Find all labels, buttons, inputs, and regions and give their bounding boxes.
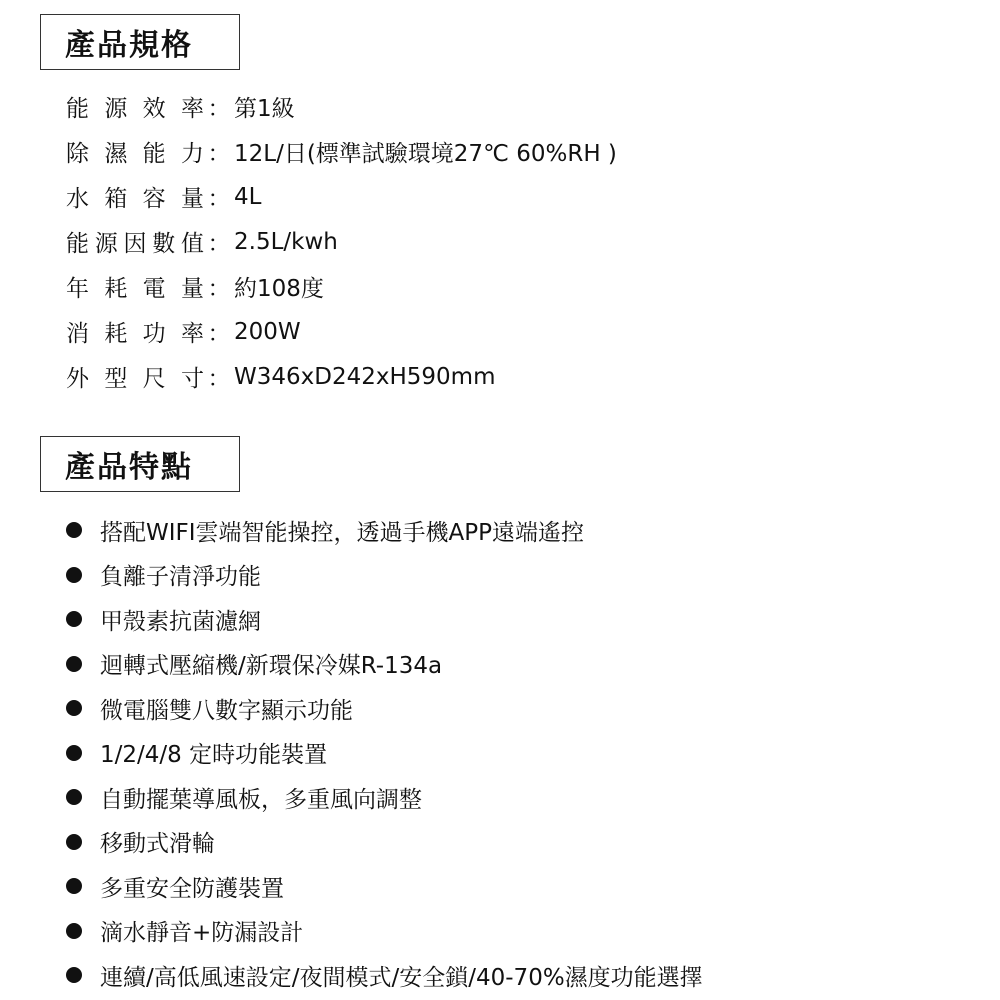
feature-item xyxy=(66,686,703,731)
spec-label: 除濕能力 xyxy=(66,141,204,167)
feature-text: 微電腦雙八數字顯示功能 xyxy=(100,697,353,724)
specs-section-title: 產品規格 xyxy=(40,14,240,70)
spec-label: 能源因數值 xyxy=(66,231,204,257)
spec-colon: ： xyxy=(207,276,231,302)
spec-row xyxy=(66,219,617,264)
feature-text: 甲殼素抗菌濾網 xyxy=(100,608,261,635)
spec-label: 年耗電量 xyxy=(66,276,204,302)
spec-row xyxy=(66,84,617,129)
bullet-icon xyxy=(66,700,82,716)
spec-value: 第1級 xyxy=(234,96,295,122)
bullet-icon xyxy=(66,611,82,627)
feature-item xyxy=(66,864,703,909)
feature-item xyxy=(66,508,703,553)
spec-value: 200W xyxy=(234,318,301,345)
spec-row xyxy=(66,129,617,174)
spec-colon: ： xyxy=(207,366,231,392)
spec-row xyxy=(66,309,617,354)
feature-item xyxy=(66,553,703,598)
bullet-icon xyxy=(66,923,82,939)
specs-list xyxy=(66,84,617,399)
feature-text: 移動式滑輪 xyxy=(100,831,215,858)
feature-text: 滴水靜音+防漏設計 xyxy=(100,920,304,947)
bullet-icon xyxy=(66,656,82,672)
spec-row xyxy=(66,354,617,399)
spec-label: 消耗功率 xyxy=(66,321,204,347)
feature-item xyxy=(66,731,703,776)
feature-text: 1/2/4/8 定時功能裝置 xyxy=(100,742,328,769)
spec-value: W346xD242xH590mm xyxy=(234,363,496,390)
spec-value: 12L/日(標準試驗環境27℃ 60%RH ) xyxy=(234,141,617,167)
feature-item xyxy=(66,642,703,687)
feature-item xyxy=(66,597,703,642)
bullet-icon xyxy=(66,567,82,583)
spec-label: 能源效率 xyxy=(66,96,204,122)
spec-label: 水箱容量 xyxy=(66,186,204,212)
spec-colon: ： xyxy=(207,141,231,167)
bullet-icon xyxy=(66,522,82,538)
feature-item xyxy=(66,909,703,954)
feature-item xyxy=(66,953,703,998)
bullet-icon xyxy=(66,967,82,983)
bullet-icon xyxy=(66,834,82,850)
feature-text: 迴轉式壓縮機/新環保冷媒R-134a xyxy=(100,653,443,680)
spec-value: 4L xyxy=(234,183,262,210)
feature-item xyxy=(66,775,703,820)
feature-item xyxy=(66,820,703,865)
feature-text: 連續/高低風速設定/夜間模式/安全鎖/40-70%濕度功能選擇 xyxy=(100,964,703,991)
spec-colon: ： xyxy=(207,96,231,122)
bullet-icon xyxy=(66,789,82,805)
spec-label: 外型尺寸 xyxy=(66,366,204,392)
spec-value: 約108度 xyxy=(234,276,324,302)
spec-colon: ： xyxy=(207,186,231,212)
spec-colon: ： xyxy=(207,231,231,257)
feature-text: 自動擺葉導風板，多重風向調整 xyxy=(100,786,422,813)
bullet-icon xyxy=(66,745,82,761)
spec-value: 2.5L/kwh xyxy=(234,228,338,255)
feature-text: 多重安全防護裝置 xyxy=(100,875,284,902)
feature-text: 負離子清淨功能 xyxy=(100,564,261,591)
feature-text: 搭配WIFI雲端智能操控，透過手機APP遠端遙控 xyxy=(100,519,585,546)
features-section-title: 產品特點 xyxy=(40,436,240,492)
spec-colon: ： xyxy=(207,321,231,347)
spec-row xyxy=(66,174,617,219)
bullet-icon xyxy=(66,878,82,894)
features-list xyxy=(66,508,703,998)
spec-row xyxy=(66,264,617,309)
